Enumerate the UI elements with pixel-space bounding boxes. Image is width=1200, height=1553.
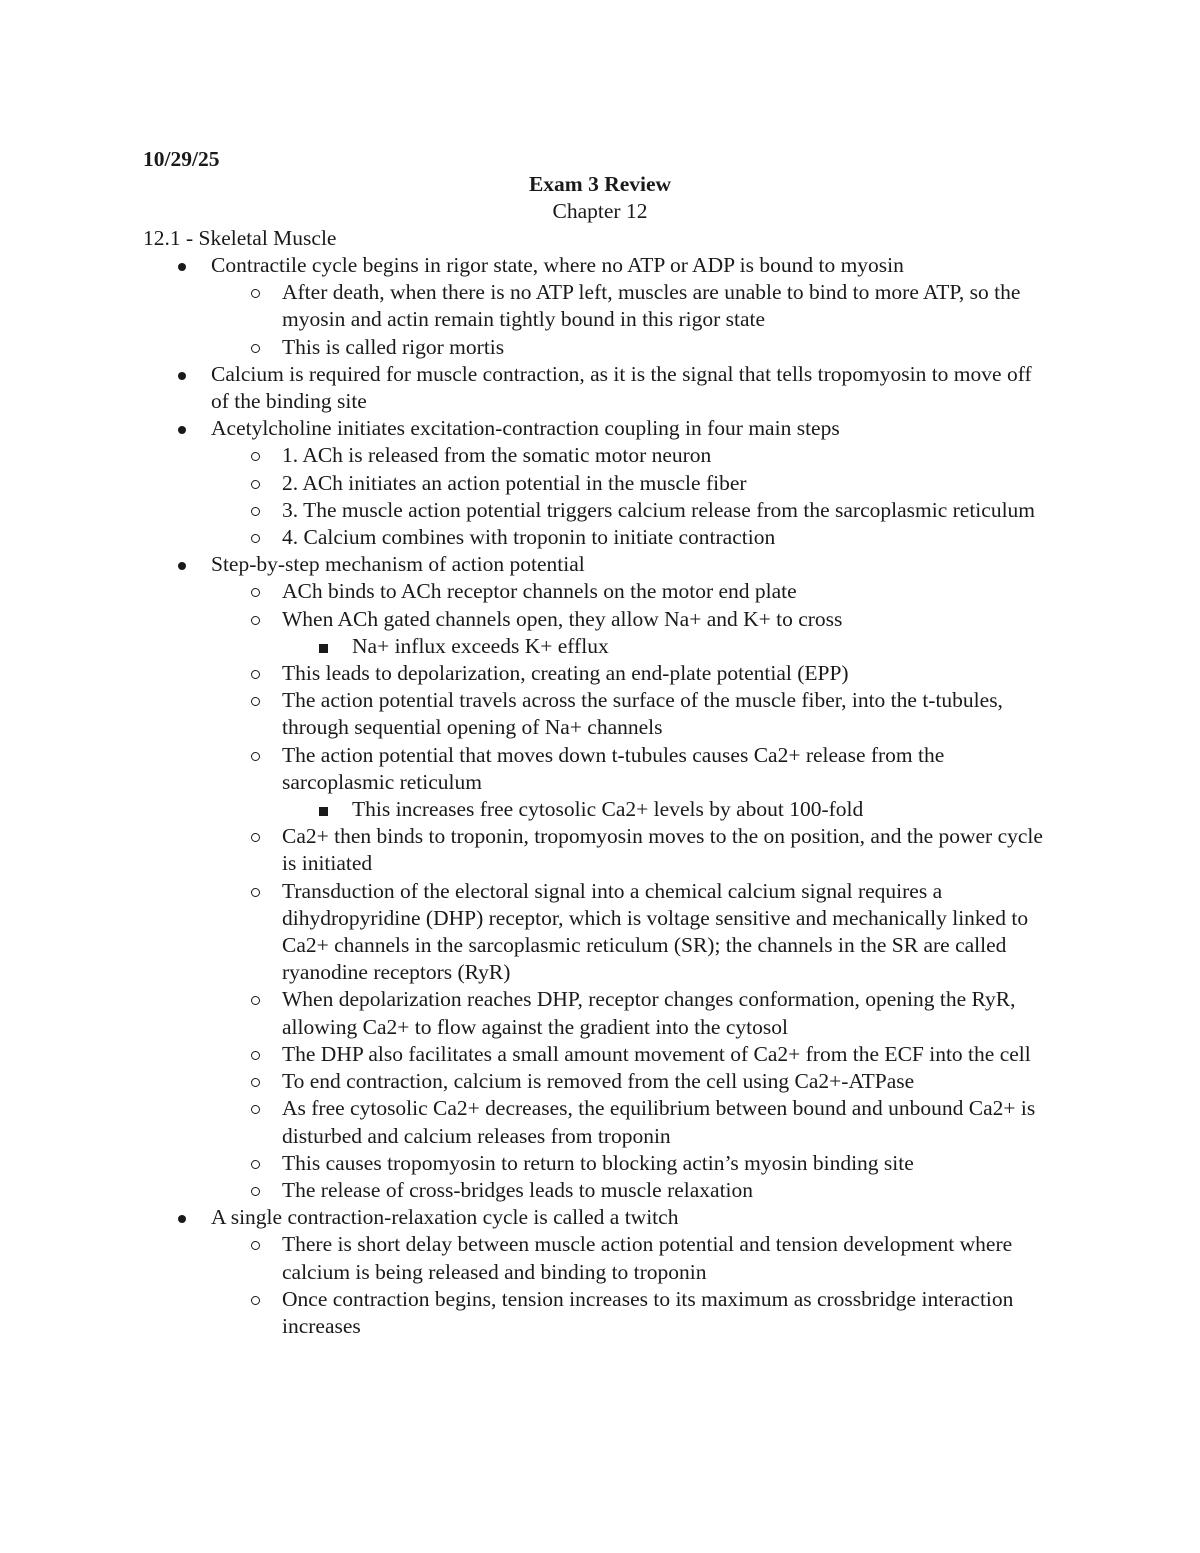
list-item-text: Step-by-step mechanism of action potential bbox=[211, 552, 585, 577]
sub-list-item-text: The release of cross-bridges leads to muscle relaxation bbox=[282, 1177, 754, 1202]
sub-list-item-text: ACh binds to ACh receptor channels on the motor end plate bbox=[282, 579, 797, 604]
hollow-circle-bullet-icon bbox=[251, 1105, 260, 1114]
sub-list-item bbox=[282, 578, 1051, 605]
list-item bbox=[211, 415, 1051, 551]
sub-list bbox=[282, 442, 1051, 551]
hollow-circle-bullet-icon bbox=[251, 1296, 260, 1305]
sub-list-item-text: Once contraction begins, tension increases to its maximum as crossbridge interaction increases bbox=[282, 1286, 1014, 1338]
sub-list-item bbox=[282, 687, 1051, 741]
list-item bbox=[211, 252, 1051, 361]
sub-list-item-text: As free cytosolic Ca2+ decreases, the equilibrium between bound and unbound Ca2+ is disturbed and calcium releases from troponin bbox=[282, 1096, 1036, 1148]
sub-sub-list-item bbox=[352, 796, 1051, 823]
sub-list bbox=[282, 1231, 1051, 1340]
hollow-circle-bullet-icon bbox=[251, 996, 260, 1005]
sub-list-item bbox=[282, 1150, 1051, 1177]
sub-list-item-text: Transduction of the electoral signal into a chemical calcium signal requires a dihydropyridine (DHP) receptor, which is voltage sensitive and mechanically linked to Ca2+ channels in the sarcoplasmic reticulum (SR); the channels in the SR are called ryanodine receptors (RyR) bbox=[282, 878, 1029, 985]
list-item-text: Calcium is required for muscle contraction, as it is the signal that tells tropomyosin to move off of the binding site bbox=[211, 361, 1032, 414]
list-item-text: A single contraction-relaxation cycle is called a twitch bbox=[211, 1205, 679, 1230]
sub-sub-list-item-text: This increases free cytosolic Ca2+ levels by about 100-fold bbox=[352, 797, 864, 822]
sub-list-item-text: This causes tropomyosin to return to blocking actin’s myosin binding site bbox=[282, 1150, 914, 1175]
sub-sub-list-item bbox=[352, 633, 1051, 660]
sub-list-item bbox=[282, 442, 1051, 469]
sub-list-item bbox=[282, 1068, 1051, 1095]
sub-sub-list bbox=[352, 796, 1051, 823]
sub-list-item-text: There is short delay between muscle action potential and tension development where calcium is being released and binding to troponin bbox=[282, 1232, 1013, 1284]
sub-list-item-text: 1. ACh is released from the somatic motor neuron bbox=[282, 443, 712, 468]
sub-list-item bbox=[282, 986, 1051, 1040]
sub-list-item-text: After death, when there is no ATP left, muscles are unable to bind to more ATP, so the myosin and actin remain tightly bound in this rigor state bbox=[282, 280, 1021, 332]
sub-list-item-text: Ca2+ then binds to troponin, tropomyosin moves to the on position, and the power cycle is initiated bbox=[282, 824, 1043, 876]
sub-list-item-text: To end contraction, calcium is removed from the cell using Ca2+-ATPase bbox=[282, 1069, 915, 1094]
hollow-circle-bullet-icon bbox=[251, 1241, 260, 1250]
sub-list-item-text: The action potential travels across the surface of the muscle fiber, into the t-tubules, through sequential opening of Na+ channels bbox=[282, 688, 1003, 740]
hollow-circle-bullet-icon bbox=[251, 534, 260, 543]
sub-list-item bbox=[282, 878, 1051, 987]
hollow-circle-bullet-icon bbox=[251, 888, 260, 897]
sub-list-item bbox=[282, 1041, 1051, 1068]
sub-list-item bbox=[282, 497, 1051, 524]
sub-list-item-text: The DHP also facilitates a small amount movement of Ca2+ from the ECF into the cell bbox=[282, 1041, 1031, 1066]
hollow-circle-bullet-icon bbox=[251, 452, 260, 461]
square-bullet-icon bbox=[319, 807, 328, 816]
sub-list-item-text: When depolarization reaches DHP, receptor changes conformation, opening the RyR, allowing Ca2+ to flow against the gradient into the cytosol bbox=[282, 987, 1016, 1039]
list-item bbox=[211, 361, 1051, 415]
section-heading: 12.1 - Skeletal Muscle bbox=[143, 226, 337, 250]
sub-sub-list bbox=[352, 633, 1051, 660]
hollow-circle-bullet-icon bbox=[251, 1160, 260, 1169]
chapter-heading: Chapter 12 bbox=[552, 199, 648, 223]
sub-list-item bbox=[282, 1231, 1051, 1285]
hollow-circle-bullet-icon bbox=[251, 588, 260, 597]
sub-list-item bbox=[282, 470, 1051, 497]
filled-circle-bullet-icon bbox=[178, 1215, 186, 1223]
list-item bbox=[211, 551, 1051, 1204]
list-item bbox=[211, 1204, 1051, 1340]
hollow-circle-bullet-icon bbox=[251, 507, 260, 516]
sub-list-item-text: 4. Calcium combines with troponin to initiate contraction bbox=[282, 525, 776, 550]
sub-list-item bbox=[282, 279, 1051, 333]
hollow-circle-bullet-icon bbox=[251, 344, 260, 353]
sub-list-item bbox=[282, 334, 1051, 361]
hollow-circle-bullet-icon bbox=[251, 1078, 260, 1087]
filled-circle-bullet-icon bbox=[178, 263, 186, 271]
document-date: 10/29/25 bbox=[143, 147, 220, 171]
sub-list-item bbox=[282, 606, 1051, 660]
sub-list-item bbox=[282, 742, 1051, 824]
sub-list-item-text: This is called rigor mortis bbox=[282, 334, 505, 359]
hollow-circle-bullet-icon bbox=[251, 833, 260, 842]
sub-list-item bbox=[282, 1286, 1051, 1340]
filled-circle-bullet-icon bbox=[178, 372, 186, 380]
list-item-text: Acetylcholine initiates excitation-contraction coupling in four main steps bbox=[211, 416, 840, 441]
sub-sub-list-item-text: Na+ influx exceeds K+ efflux bbox=[352, 633, 609, 658]
sub-list-item-text: 2. ACh initiates an action potential in the muscle fiber bbox=[282, 470, 747, 495]
sub-list-item bbox=[282, 1095, 1051, 1149]
hollow-circle-bullet-icon bbox=[251, 1051, 260, 1060]
document-title: Exam 3 Review bbox=[528, 172, 672, 196]
sub-list-item bbox=[282, 823, 1051, 877]
filled-circle-bullet-icon bbox=[178, 426, 186, 434]
hollow-circle-bullet-icon bbox=[251, 1187, 260, 1196]
sub-list bbox=[282, 578, 1051, 1204]
sub-list-item-text: 3. The muscle action potential triggers calcium release from the sarcoplasmic reticulum bbox=[282, 497, 1036, 522]
square-bullet-icon bbox=[319, 644, 328, 653]
notes-list bbox=[211, 252, 1051, 1340]
hollow-circle-bullet-icon bbox=[251, 670, 260, 679]
hollow-circle-bullet-icon bbox=[251, 752, 260, 761]
sub-list-item bbox=[282, 524, 1051, 551]
sub-list-item-text: This leads to depolarization, creating an end-plate potential (EPP) bbox=[282, 661, 849, 686]
sub-list-item-text: When ACh gated channels open, they allow Na+ and K+ to cross bbox=[282, 606, 843, 631]
sub-list-item-text: The action potential that moves down t-tubules causes Ca2+ release from the sarcoplasmic reticulum bbox=[282, 742, 945, 794]
hollow-circle-bullet-icon bbox=[251, 289, 260, 298]
hollow-circle-bullet-icon bbox=[251, 616, 260, 625]
sub-list-item bbox=[282, 660, 1051, 687]
sub-list bbox=[282, 279, 1051, 361]
list-item-text: Contractile cycle begins in rigor state, where no ATP or ADP is bound to myosin bbox=[211, 253, 904, 277]
hollow-circle-bullet-icon bbox=[251, 480, 260, 489]
filled-circle-bullet-icon bbox=[178, 562, 186, 570]
hollow-circle-bullet-icon bbox=[251, 697, 260, 706]
sub-list-item bbox=[282, 1177, 1051, 1204]
